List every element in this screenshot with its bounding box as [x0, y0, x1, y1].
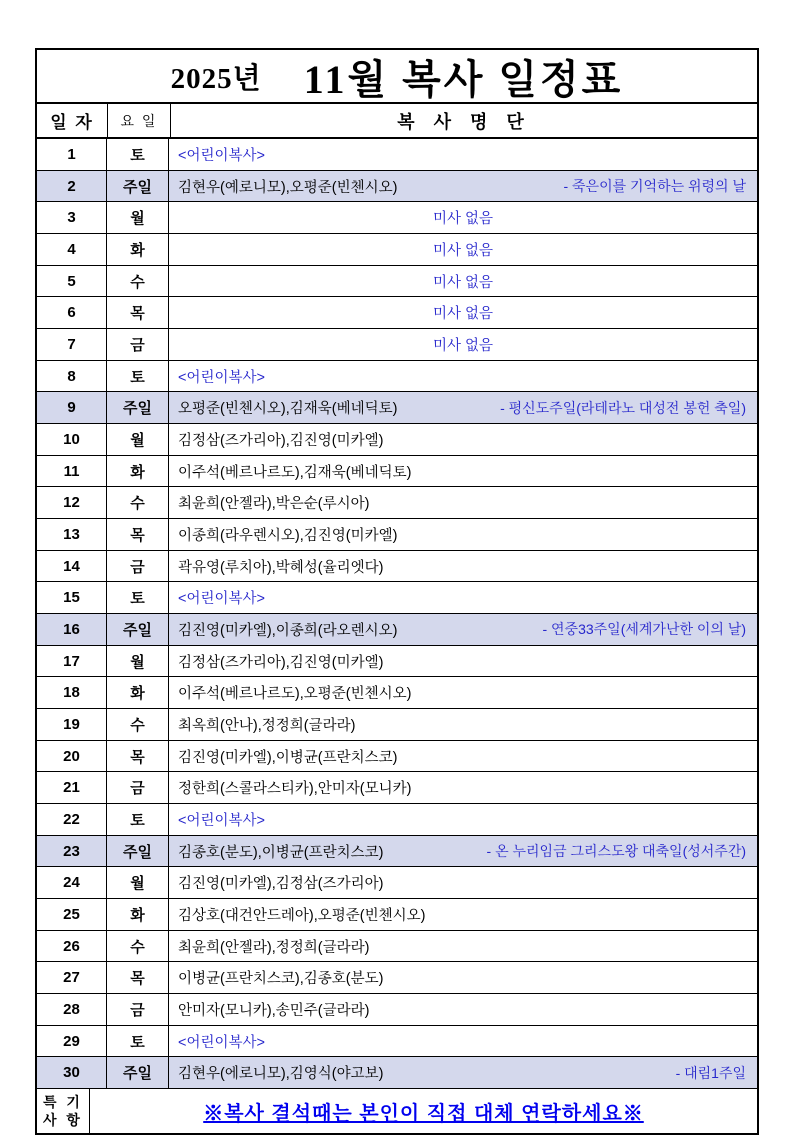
table-row — [37, 551, 757, 583]
names-cell — [169, 772, 757, 803]
names-cell — [169, 139, 757, 170]
schedule-sheet — [35, 48, 759, 1135]
table-row — [37, 456, 757, 488]
date-cell: 26 — [37, 931, 107, 962]
names-cell — [169, 646, 757, 677]
date-cell: 13 — [37, 519, 107, 550]
table-row — [37, 266, 757, 298]
names-text: 이주석(베르나르도),오평준(빈첸시오) — [178, 686, 412, 703]
names-text: 최윤희(안젤라),박은순(루시아) — [178, 496, 370, 513]
day-cell: 월 — [107, 646, 169, 677]
date-cell: 25 — [37, 899, 107, 930]
date-cell: 29 — [37, 1026, 107, 1057]
table-row — [37, 836, 757, 868]
names-text: <어린이복사> — [178, 591, 265, 608]
names-text: 최옥희(안나),정정희(글라라) — [178, 717, 356, 734]
table-row — [37, 139, 757, 171]
table-row — [37, 582, 757, 614]
table-row — [37, 772, 757, 804]
day-cell: 화 — [107, 234, 169, 265]
title-year: 2025년 — [170, 62, 262, 95]
table-row — [37, 1026, 757, 1058]
names-cell — [169, 329, 757, 360]
names-text: 김진영(미카엘),이병균(프란치스코) — [178, 749, 398, 766]
date-cell: 10 — [37, 424, 107, 455]
date-cell: 14 — [37, 551, 107, 582]
date-cell: 28 — [37, 994, 107, 1025]
table-row — [37, 519, 757, 551]
feast-note: - 대림1주일 — [675, 1064, 746, 1081]
table-row — [37, 646, 757, 678]
date-cell: 8 — [37, 361, 107, 392]
names-cell — [169, 741, 757, 772]
date-cell: 12 — [37, 487, 107, 518]
names-text: 김정삼(즈가리아),김진영(미카엘) — [178, 654, 384, 671]
names-text: 미사 없음 — [432, 274, 494, 291]
date-cell: 3 — [37, 202, 107, 233]
date-cell: 19 — [37, 709, 107, 740]
names-text: 김현우(예로니모),오평준(빈첸시오) — [178, 179, 398, 196]
names-text: 미사 없음 — [432, 337, 494, 354]
names-text: 이병균(프란치스코),김종호(분도) — [178, 971, 384, 988]
footer-label-line2: 사 항 — [43, 1112, 83, 1128]
day-cell: 토 — [107, 582, 169, 613]
day-cell: 토 — [107, 804, 169, 835]
title-main: 11월 복사 일정표 — [303, 56, 624, 102]
names-cell — [169, 709, 757, 740]
date-cell: 15 — [37, 582, 107, 613]
day-cell: 화 — [107, 899, 169, 930]
day-cell: 금 — [107, 772, 169, 803]
names-cell — [169, 202, 757, 233]
names-cell — [169, 551, 757, 582]
feast-note: - 죽은이를 기억하는 위령의 날 — [563, 178, 746, 194]
table-row — [37, 361, 757, 393]
date-cell: 7 — [37, 329, 107, 360]
date-cell: 23 — [37, 836, 107, 867]
table-row — [37, 709, 757, 741]
day-cell: 주일 — [107, 392, 169, 423]
table-row — [37, 804, 757, 836]
names-text: 미사 없음 — [432, 211, 494, 228]
footer-notice: ※복사 결석때는 본인이 직접 대체 연락하세요※ — [203, 1102, 644, 1125]
names-text: 미사 없음 — [432, 306, 494, 323]
table-row — [37, 931, 757, 963]
day-cell: 금 — [107, 994, 169, 1025]
date-cell: 27 — [37, 962, 107, 993]
date-cell: 16 — [37, 614, 107, 645]
names-text: <어린이복사> — [178, 1034, 265, 1051]
names-cell — [169, 1026, 757, 1057]
names-text: 곽유영(루치아),박혜성(율리엣다) — [178, 559, 384, 576]
page-title — [37, 50, 757, 104]
names-cell — [169, 804, 757, 835]
day-cell: 주일 — [107, 171, 169, 202]
date-cell: 24 — [37, 867, 107, 898]
table-row — [37, 171, 757, 203]
day-cell: 화 — [107, 456, 169, 487]
header-date: 일 자 — [37, 104, 108, 137]
day-cell: 화 — [107, 677, 169, 708]
names-cell — [169, 899, 757, 930]
names-cell — [169, 487, 757, 518]
names-text: 오평준(빈첸시오),김재욱(베네딕토) — [178, 401, 398, 418]
names-cell — [169, 836, 757, 867]
date-cell: 4 — [37, 234, 107, 265]
names-text: 김진영(미카엘),김정삼(즈가리아) — [178, 876, 384, 893]
date-cell: 9 — [37, 392, 107, 423]
day-cell: 수 — [107, 709, 169, 740]
footer-label — [37, 1089, 90, 1133]
header-names: 복 사 명 단 — [397, 111, 531, 132]
feast-note: - 연중33주일(세계가난한 이의 날) — [542, 621, 746, 638]
date-cell: 6 — [37, 297, 107, 328]
names-cell — [169, 266, 757, 297]
date-cell: 18 — [37, 677, 107, 708]
names-text: 김정삼(즈가리아),김진영(미카엘) — [178, 432, 384, 449]
date-cell: 2 — [37, 171, 107, 202]
table-row — [37, 741, 757, 773]
feast-note: - 평신도주일(라테라노 대성전 봉헌 축일) — [500, 399, 746, 416]
day-cell: 주일 — [107, 614, 169, 645]
table-row — [37, 614, 757, 646]
names-text: 김진영(미카엘),이종희(라오렌시오) — [178, 622, 398, 639]
day-cell: 월 — [107, 202, 169, 233]
feast-note: - 온 누리임금 그리스도왕 대축일(성서주간) — [486, 843, 746, 860]
day-cell: 토 — [107, 139, 169, 170]
table-row — [37, 487, 757, 519]
names-cell — [169, 962, 757, 993]
table-row — [37, 994, 757, 1026]
table-row — [37, 392, 757, 424]
day-cell: 토 — [107, 361, 169, 392]
table-row — [37, 1057, 757, 1089]
table-row — [37, 202, 757, 234]
names-text: 김종호(분도),이병균(프란치스코) — [178, 844, 384, 861]
table-row — [37, 867, 757, 899]
names-text: 안미자(모니카),송민주(글라라) — [178, 1002, 370, 1019]
names-text: 정한희(스콜라스티카),안미자(모니카) — [178, 781, 412, 798]
names-cell — [169, 519, 757, 550]
day-cell: 수 — [107, 487, 169, 518]
names-cell — [169, 582, 757, 613]
date-cell: 17 — [37, 646, 107, 677]
names-text: <어린이복사> — [178, 369, 265, 386]
names-cell — [169, 392, 757, 423]
day-cell: 수 — [107, 266, 169, 297]
names-cell — [169, 297, 757, 328]
date-cell: 30 — [37, 1057, 107, 1088]
table-row — [37, 329, 757, 361]
schedule-rows — [37, 139, 757, 1089]
date-cell: 11 — [37, 456, 107, 487]
names-cell — [169, 171, 757, 202]
table-row — [37, 234, 757, 266]
date-cell: 1 — [37, 139, 107, 170]
table-row — [37, 677, 757, 709]
table-header — [37, 104, 757, 139]
day-cell: 목 — [107, 297, 169, 328]
date-cell: 21 — [37, 772, 107, 803]
names-text: 최윤희(안젤라),정정희(글라라) — [178, 939, 370, 956]
day-cell: 토 — [107, 1026, 169, 1057]
table-row — [37, 424, 757, 456]
names-cell — [169, 931, 757, 962]
day-cell: 월 — [107, 867, 169, 898]
table-row — [37, 899, 757, 931]
names-text: 이종희(라우렌시오),김진영(미카엘) — [178, 527, 398, 544]
date-cell: 5 — [37, 266, 107, 297]
names-text: 김현우(에로니모),김영식(야고보) — [178, 1066, 384, 1083]
day-cell: 주일 — [107, 836, 169, 867]
names-text: 미사 없음 — [432, 242, 494, 259]
day-cell: 목 — [107, 962, 169, 993]
day-cell: 금 — [107, 551, 169, 582]
day-cell: 월 — [107, 424, 169, 455]
names-cell — [169, 234, 757, 265]
header-day: 요 일 — [108, 104, 171, 137]
date-cell: 22 — [37, 804, 107, 835]
day-cell: 목 — [107, 519, 169, 550]
names-cell — [169, 424, 757, 455]
names-cell — [169, 361, 757, 392]
names-cell — [169, 867, 757, 898]
table-row — [37, 962, 757, 994]
names-text: <어린이복사> — [178, 812, 265, 829]
names-cell — [169, 1057, 757, 1088]
names-cell — [169, 456, 757, 487]
names-text: 김상호(대건안드레아),오평준(빈첸시오) — [178, 907, 426, 924]
names-cell — [169, 677, 757, 708]
day-cell: 목 — [107, 741, 169, 772]
footer-row — [37, 1089, 757, 1133]
names-text: 이주석(베르나르도),김재욱(베네딕토) — [178, 464, 412, 481]
names-cell — [169, 994, 757, 1025]
date-cell: 20 — [37, 741, 107, 772]
day-cell: 금 — [107, 329, 169, 360]
names-text: <어린이복사> — [178, 147, 265, 164]
day-cell: 수 — [107, 931, 169, 962]
table-row — [37, 297, 757, 329]
day-cell: 주일 — [107, 1057, 169, 1088]
footer-label-line1: 특 기 — [43, 1093, 83, 1110]
names-cell — [169, 614, 757, 645]
